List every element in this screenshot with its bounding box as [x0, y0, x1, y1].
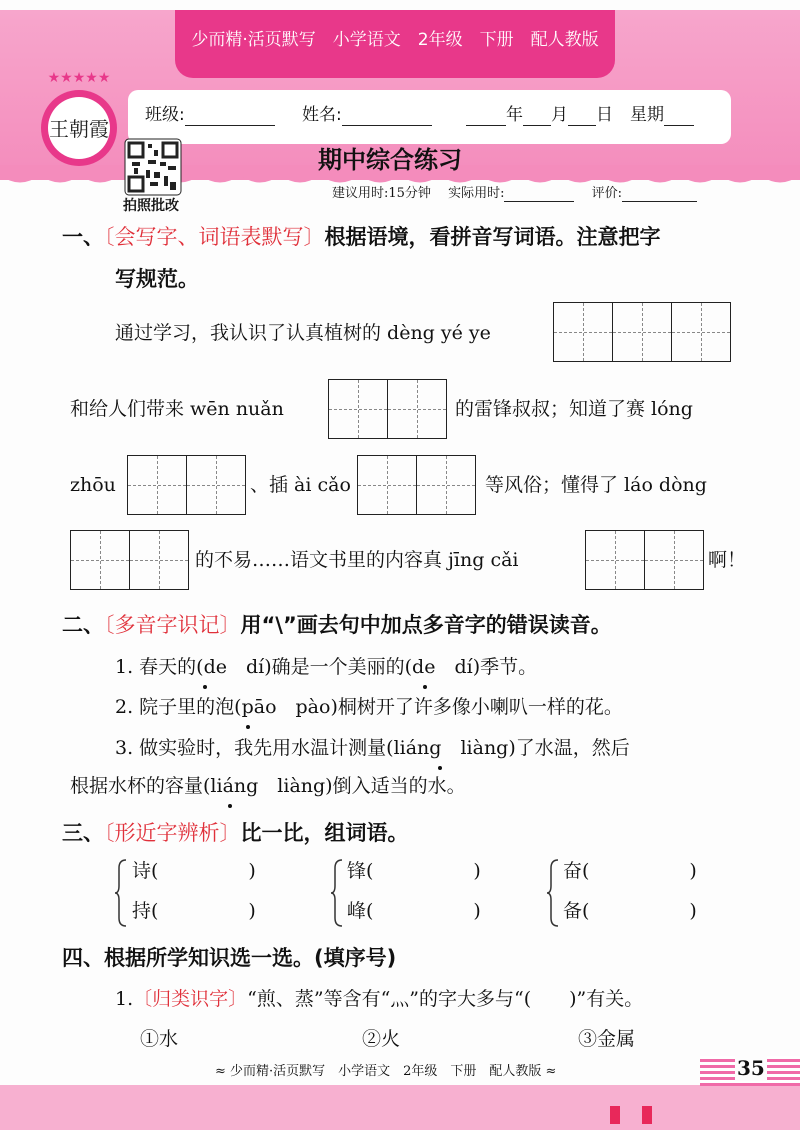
- s1-line-3b: 、插 ài cǎo: [250, 474, 351, 496]
- svg-text:★★★★★: ★★★★★: [47, 70, 111, 86]
- month-label: 月: [551, 105, 568, 125]
- brace-icon: [546, 858, 560, 928]
- word-pair-2a[interactable]: 锋( ): [347, 860, 481, 882]
- word-pair-2b[interactable]: 峰( ): [347, 900, 481, 922]
- page-number: 35: [737, 1056, 765, 1080]
- emphasis-dot: [423, 685, 427, 689]
- s2-question-3a: 3. 做实验时，我先用水温计测量(liáng liàng)了水温，然后: [115, 737, 630, 759]
- option-3[interactable]: ③金属: [578, 1028, 636, 1050]
- day-label: 日: [596, 105, 613, 125]
- s1-line-4a: 的不易……语文书里的内容真 jīng cǎi: [195, 549, 519, 571]
- marker: [642, 1106, 652, 1124]
- emphasis-dot: [246, 725, 250, 729]
- page-title: 期中综合练习: [318, 146, 462, 174]
- answer-box-ai-cao[interactable]: [357, 455, 476, 515]
- s1-line-2a: 和给人们带来 wēn nuǎn: [70, 398, 284, 420]
- section-1-tag: 〔会写字、词语表默写〕: [104, 225, 325, 249]
- name-label: 姓名:: [302, 105, 342, 125]
- answer-box-wen-nuan[interactable]: [328, 379, 447, 439]
- word-pair-3b[interactable]: 备( ): [563, 900, 697, 922]
- s2-question-2: 2. 院子里的泡(pāo pào)桐树开了许多像小喇叭一样的花。: [115, 696, 623, 718]
- class-label: 班级:: [145, 105, 185, 125]
- answer-box-long-zhou[interactable]: [127, 455, 246, 515]
- svg-text:王朝霞: 王朝霞: [49, 117, 109, 141]
- actual-time-label: 实际用时:: [448, 186, 505, 201]
- section-1-heading: 一、〔会写字、词语表默写〕根据语境，看拼音写词语。注意把字: [62, 225, 661, 249]
- section-3-heading: 三、〔形近字辨析〕比一比，组词语。: [62, 821, 409, 845]
- qr-caption: 拍照批改: [123, 198, 179, 214]
- section-4-heading: 四、根据所学知识选一选。(填序号): [62, 946, 397, 970]
- answer-box-lao-dong[interactable]: [70, 530, 189, 590]
- section-4-tag: 〔归类识字〕: [133, 988, 248, 1010]
- class-field[interactable]: [145, 105, 275, 126]
- option-1[interactable]: ①水: [140, 1028, 179, 1050]
- suggested-time: 建议用时:15分钟: [332, 186, 431, 201]
- date-field[interactable]: [466, 105, 694, 126]
- footer-band: [0, 1085, 800, 1130]
- word-pair-1a[interactable]: 诗( ): [132, 860, 256, 882]
- rating-label: 评价:: [591, 186, 622, 201]
- emphasis-dot: [438, 766, 442, 770]
- time-meta: [332, 186, 697, 202]
- answer-box-deng-ye-ye[interactable]: [553, 302, 731, 362]
- option-2[interactable]: ②火: [362, 1028, 401, 1050]
- s1-line-1: 通过学习，我认识了认真植树的 dèng yé ye: [115, 322, 491, 344]
- qr-code-icon: [124, 138, 182, 196]
- s2-question-3b: 根据水杯的容量(liáng liàng)倒入适当的水。: [70, 775, 466, 797]
- word-pair-1b[interactable]: 持( ): [132, 900, 256, 922]
- word-pair-3a[interactable]: 奋( ): [563, 860, 697, 882]
- year-label: 年: [506, 105, 523, 125]
- marker: [610, 1106, 620, 1124]
- emphasis-dot: [203, 685, 207, 689]
- section-3-tag: 〔形近字辨析〕: [104, 821, 241, 845]
- brace-icon: [330, 858, 344, 928]
- weekday-label: 星期: [630, 105, 664, 125]
- section-2-heading: 二、〔多音字识记〕用“\”画去句中加点多音字的错误读音。: [62, 613, 612, 637]
- s1-line-3a: zhōu: [70, 474, 116, 496]
- section-2-tag: 〔多音字识记〕: [104, 613, 241, 637]
- answer-box-jing-cai[interactable]: [585, 530, 704, 590]
- section-1-heading-cont: 写规范。: [115, 267, 199, 291]
- publisher-logo: [38, 60, 120, 170]
- s4-question-1: 1.〔归类识字〕“煎、蒸”等含有“灬”的字大多与“( )”有关。: [115, 988, 644, 1010]
- footer-text: ≈ 少而精·活页默写 小学语文 2年级 下册 配人教版 ≈: [215, 1064, 557, 1079]
- s2-question-1: 1. 春天的(de dí)确是一个美丽的(de dí)季节。: [115, 656, 538, 678]
- emphasis-dot: [228, 804, 232, 808]
- name-field[interactable]: [302, 105, 432, 126]
- s1-line-2b: 的雷锋叔叔；知道了赛 lóng: [455, 398, 693, 420]
- series-title: 少而精·活页默写 小学语文 2年级 下册 配人教版: [191, 30, 599, 50]
- s1-line-4b: 啊！: [708, 549, 747, 571]
- s1-line-3c: 等风俗；懂得了 láo dòng: [485, 474, 707, 496]
- brace-icon: [114, 858, 128, 928]
